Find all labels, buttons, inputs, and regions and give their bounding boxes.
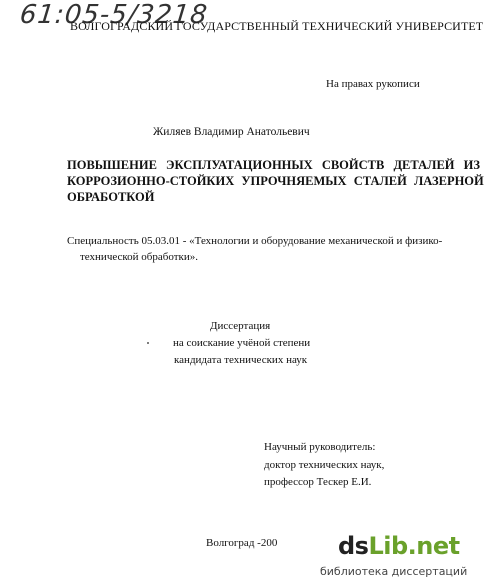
- degree-name: кандидата технических наук: [174, 354, 308, 366]
- watermark-subtitle: библиотека диссертаций: [320, 565, 468, 578]
- title-line: ПОВЫШЕНИЕ ЭКСПЛУАТАЦИОННЫХ СВОЙСТВ ДЕТАЛЕЙ ИЗ: [67, 158, 480, 172]
- specialty-line: технической обработки».: [80, 251, 199, 263]
- degree-line: на соискание учёной степени: [173, 337, 311, 349]
- logo-suffix: Lib.net: [368, 532, 460, 560]
- supervisor-degree: доктор технических наук,: [264, 459, 385, 471]
- rights-note: На правах рукописи: [326, 78, 420, 90]
- logo-prefix: ds: [338, 532, 369, 560]
- catalog-stamp: 61:05-5/3218: [18, 0, 210, 30]
- supervisor-label: Научный руководитель:: [264, 441, 376, 453]
- title-line: КОРРОЗИОННО-СТОЙКИХ УПРОЧНЯЕМЫХ СТАЛЕЙ ЛАЗЕРНОЙ: [67, 174, 484, 188]
- dissertation-title: [67, 157, 484, 205]
- dslib-watermark[interactable]: [318, 532, 468, 582]
- place-year: Волгоград -200: [206, 537, 278, 549]
- author-name: Жиляев Владимир Анатольевич: [153, 126, 310, 138]
- specialty: [67, 233, 442, 265]
- title-line: ОБРАБОТКОЙ: [67, 190, 155, 204]
- university-name: ВОЛГОГРАДСКИЙ ГОСУДАРСТВЕННЫЙ ТЕХНИЧЕСКИЙ УНИВЕРСИТЕТ: [70, 19, 484, 33]
- scan-speck: [147, 342, 149, 344]
- dslib-logo: [338, 532, 460, 560]
- specialty-line: Специальность 05.03.01 - «Технологии и оборудование механической и физико-: [67, 235, 443, 247]
- supervisor-name: профессор Тескер Е.И.: [264, 476, 372, 488]
- dissertation-label: Диссертация: [210, 320, 271, 332]
